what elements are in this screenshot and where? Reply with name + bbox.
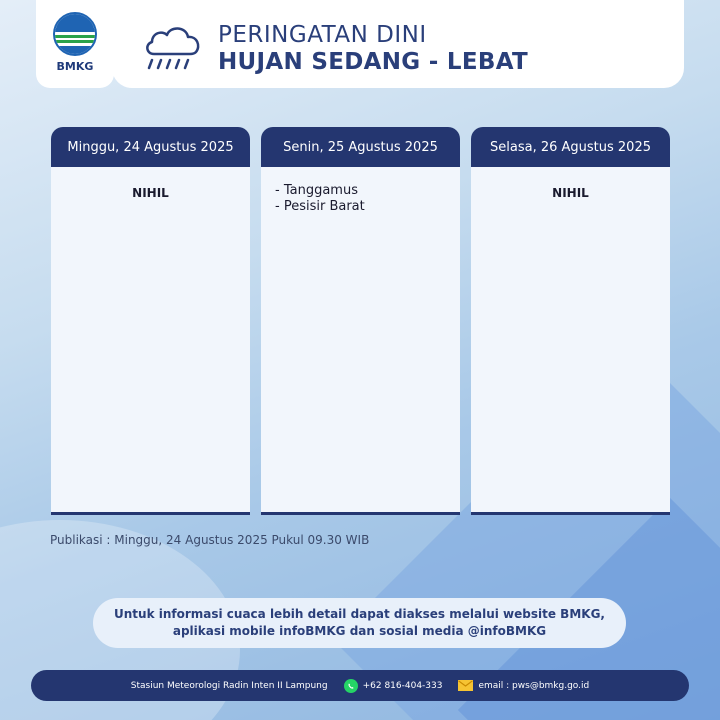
status-nihil: NIHIL (552, 186, 589, 200)
phone-contact[interactable] (344, 679, 443, 693)
area-item: - Pesisir Barat (275, 199, 365, 214)
title-line-2: HUJAN SEDANG - LEBAT (218, 49, 528, 75)
day-column-3 (471, 127, 670, 515)
phone-number: +62 816-404-333 (362, 680, 443, 691)
email-contact[interactable] (458, 680, 589, 691)
station-name: Stasiun Meteorologi Radin Inten II Lampung (130, 680, 328, 691)
day-column-1 (51, 127, 250, 515)
day-body (51, 167, 250, 515)
rain-cloud-icon (142, 22, 204, 74)
email-address: email : pws@bmkg.go.id (478, 680, 590, 691)
info-banner (93, 598, 626, 648)
title-line-1: PERINGATAN DINI (218, 22, 427, 48)
day-header: Minggu, 24 Agustus 2025 (51, 127, 250, 167)
info-line-1: Untuk informasi cuaca lebih detail dapat diakses melalui website BMKG, (114, 607, 605, 621)
day-header: Senin, 25 Agustus 2025 (261, 127, 460, 167)
mail-icon (458, 680, 473, 691)
day-column-2 (261, 127, 460, 515)
status-nihil: NIHIL (132, 186, 169, 200)
publication-text: Publikasi : Minggu, 24 Agustus 2025 Pukul 09.30 WIB (50, 533, 370, 547)
day-body (471, 167, 670, 515)
whatsapp-icon (344, 679, 358, 693)
logo-text: BMKG (56, 60, 94, 73)
bmkg-logo-icon (53, 12, 97, 56)
info-line-2: aplikasi mobile infoBMKG dan sosial media @infoBMKG (172, 624, 547, 638)
area-list (261, 167, 460, 215)
bmkg-logo (36, 0, 114, 88)
day-body (261, 167, 460, 515)
footer-bar (31, 670, 689, 701)
title-banner (112, 0, 684, 88)
day-header: Selasa, 26 Agustus 2025 (471, 127, 670, 167)
area-item: - Tanggamus (275, 183, 358, 198)
